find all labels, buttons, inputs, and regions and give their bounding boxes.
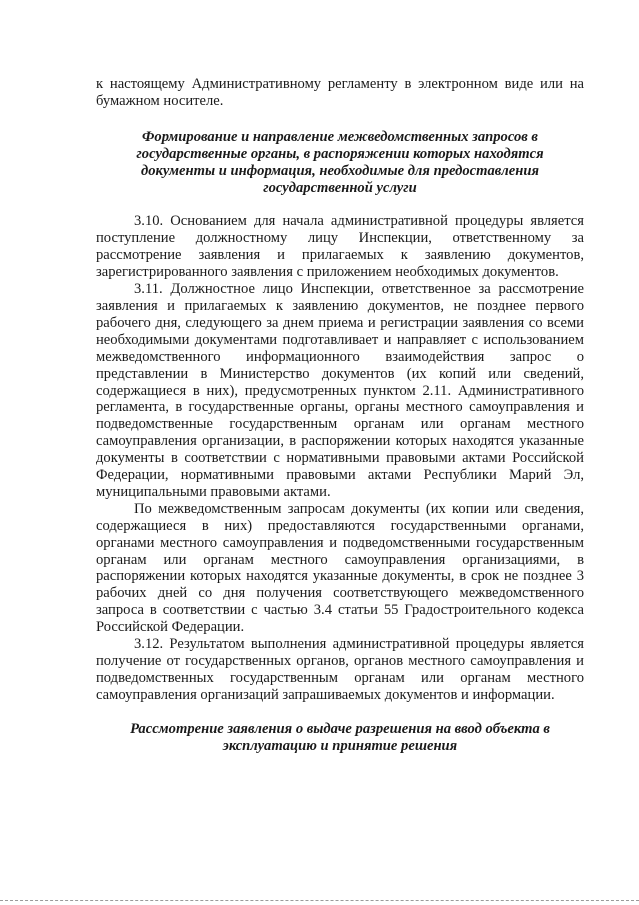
section-heading-interagency-requests: Формирование и направление межведомственных запросов в государственные органы, в распоряжении которых находятся документы и информация, необходимые для предоставления государственной услуги: [136, 128, 544, 196]
intro-paragraph: к настоящему Административному регламенту в электронном виде или на бумажном носителе.: [96, 76, 584, 109]
page-bottom-divider: [0, 900, 639, 901]
paragraph-3-10: 3.10. Основанием для начала административной процедуры является поступление должностному лицу Инспекции, ответственному за рассмотрение заявления и прилагаемых к заявлению документов, зарегистрированного заявления с приложением необходимых документов.: [96, 213, 584, 281]
paragraph-3-12: 3.12. Результатом выполнения административной процедуры является получение от государственных органов, органов местного самоуправления и подведомственных государственным органам или органам местного самоуправления организаций запрашиваемых документов и информации.: [96, 636, 584, 703]
paragraph-3-11: 3.11. Должностное лицо Инспекции, ответственное за рассмотрение заявления и прилагаемых к заявлению документов, не позднее первого рабочего дня, следующего за днем приема и регистрации заявления со всеми необходимыми документами подготавливает и направляет с использованием межведомственного информационного взаимодействия запрос о представлении в Министерство документов (их копий или сведений, содержащиеся в них), предусмотренных пунктом 2.11. Административного регламента, в государственные органы, органы местного самоуправления и подведомственные государственным органам или органам местного самоуправления организации, в распоряжении которых находятся указанные документы в соответствии с нормативными правовыми актами Российской Федерации, нормативными правовыми актами Республики Марий Эл, муниципальными правовыми актами.: [96, 281, 584, 500]
section-heading-application-review: Рассмотрение заявления о выдаче разрешения на ввод объекта в эксплуатацию и принятие решения: [130, 720, 550, 754]
document-page: [96, 76, 584, 755]
paragraph-interagency-response: По межведомственным запросам документы (их копии или сведения, содержащиеся в них) предоставляются государственными органами, органами местного самоуправления и подведомственными государственным органам или органам местного самоуправления организациями, в распоряжении которых находятся указанные документы, в срок не позднее 3 рабочих дней со дня получения соответствующего межведомственного запроса в соответствии с частью 3.4 статьи 55 Градостроительного кодекса Российской Федерации.: [96, 500, 584, 636]
